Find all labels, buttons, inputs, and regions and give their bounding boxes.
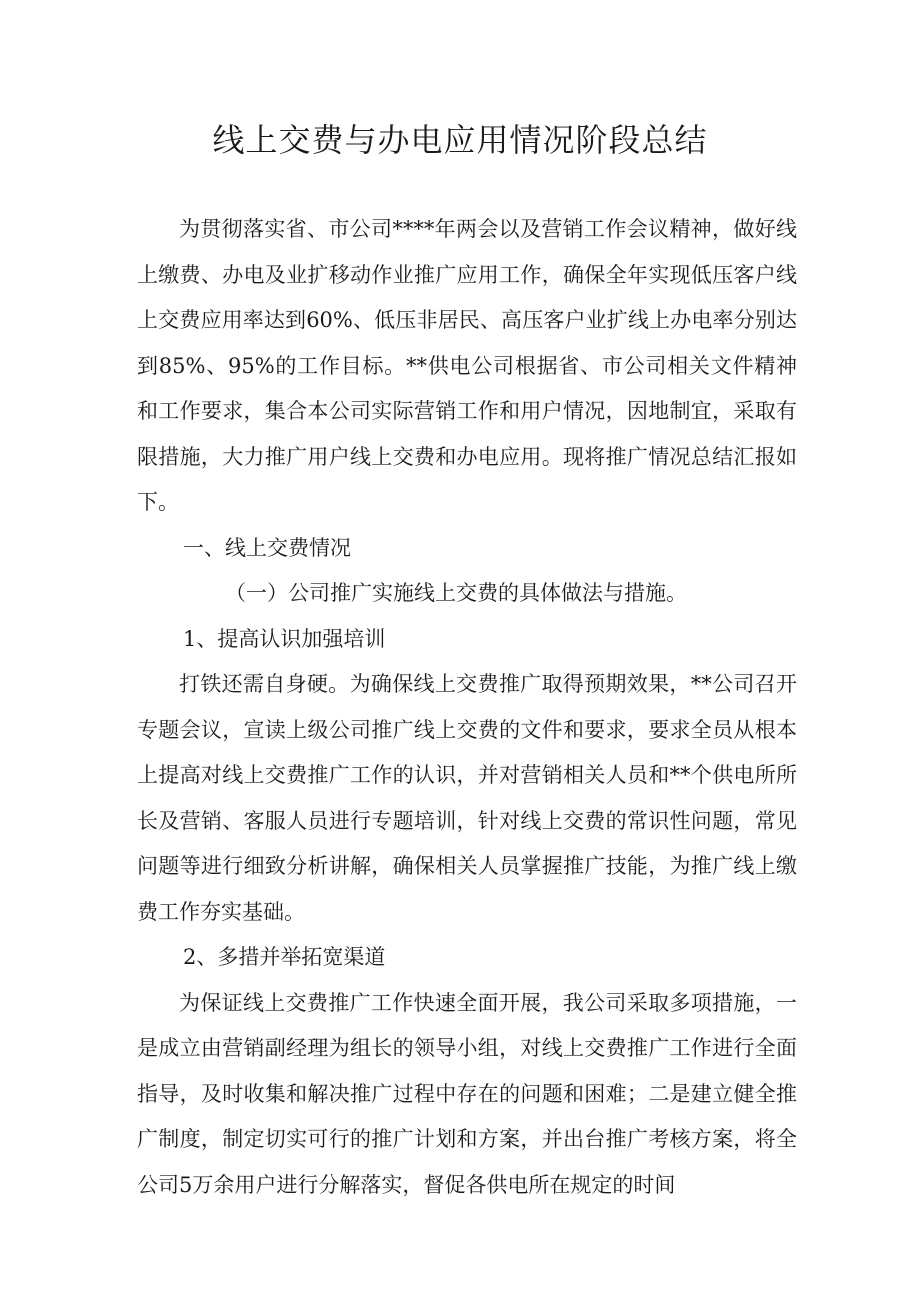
document-body	[137, 207, 797, 1208]
item-heading-channels: 2、多措并举拓宽渠道	[183, 945, 386, 969]
training-paragraph: 打铁还需自身硬。为确保线上交费推广取得预期效果，**公司召开专题会议，宣读上级公司推广线上交费的文件和要求，要求全员从根本上提高对线上交费推广工作的认识，并对营销相关人员和**个供电所所长及营销、客服人员进行专题培训，针对线上交费的常识性问题，常见问题等进行细致分析讲解，确保相关人员掌握推广技能，为推广线上缴费工作夯实基础。	[137, 672, 797, 924]
channels-paragraph: 为保证线上交费推广工作快速全面开展，我公司采取多项措施，一是成立由营销副经理为组长的领导小组，对线上交费推广工作进行全面指导，及时收集和解决推广过程中存在的问题和困难；二是建立健全推广制度，制定切实可行的推广计划和方案，并出台推广考核方案，将全公司5万余用户进行分解落实，督促各供电所在规定的时间	[137, 990, 797, 1197]
item-heading-training: 1、提高认识加强培训	[183, 626, 386, 651]
subsection-heading-measures: （一）公司推广实施线上交费的具体做法与措施。	[225, 581, 687, 605]
document-title: 线上交费与办电应用情况阶段总结	[212, 121, 708, 159]
section-heading-online-payment: 一、线上交费情况	[183, 535, 351, 560]
intro-paragraph: 为贯彻落实省、市公司****年两会以及营销工作会议精神，做好线上缴费、办电及业扩移动作业推广应用工作，确保全年实现低压客户线上交费应用率达到60%、低压非居民、高压客户业扩线上办电率分别达到85%、95%的工作目标。**供电公司根据省、市公司相关文件精神和工作要求，集合本公司实际营销工作和用户情况，因地制宜，采取有限措施，大力推广用户线上交费和办电应用。现将推广情况总结汇报如下。	[137, 217, 797, 514]
